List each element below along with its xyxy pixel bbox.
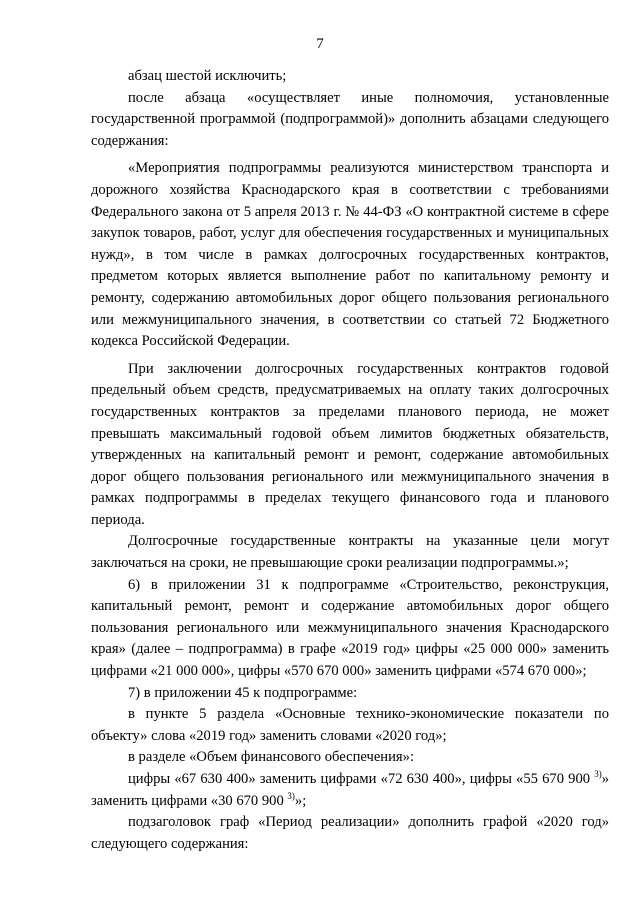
paragraph-appendix-45: 7) в приложении 45 к подпрограмме: <box>128 684 358 701</box>
page-number: 7 <box>316 36 324 52</box>
paragraph-section-5: в пункте 5 раздела «Основные технико-экономические показатели по объекту» слова «2019 год» заменить словами «2020 год»; <box>91 706 609 744</box>
footnote-mark-1: 3) <box>594 769 602 780</box>
paragraph-delete-sixth: абзац шестой исключить; <box>128 68 287 84</box>
paragraph-measures: «Мероприятия подпрограммы реализуются министерством транспорта и дорожного хозяйства Краснодарского края в соответствии с требованиями Федерального закона от 5 апреля 2013 г. № 44-ФЗ «О контрактной системе в сфере закупок товаров, работ, услуг для обеспечения государственных и муниципальных нужд», в том числе в рамках долгосрочных государственных контрактов, предметом которых является выполнение работ по капитальному ремонту и ремонту, содержанию автомобильных дорог общего пользования регионального или межмуниципального значения, в соответствии со статьей 72 Бюджетного кодекса Российской Федерации. <box>91 160 609 350</box>
figures-text-3: »; <box>294 792 307 809</box>
figures-text-1: цифры «67 630 400» заменить цифрами «72 630 400», цифры «55 670 900 <box>128 771 595 787</box>
paragraph-contract-terms: Долгосрочные государственные контракты на указанные цели могут заключаться на сроки, не превышающие сроки реализации подпрограммы.»; <box>91 533 609 572</box>
paragraph-figures-replace <box>91 769 609 812</box>
figures-text-2: » заменить цифрами «30 670 900 <box>91 771 609 809</box>
document-body <box>91 66 609 855</box>
paragraph-subheading-period: подзаголовок граф «Период реализации» дополнить графой «2020 год» следующего содержания: <box>91 814 609 852</box>
paragraph-financing-section: в разделе «Объем финансового обеспечения»: <box>128 749 414 766</box>
paragraph-add-after: после абзаца «осуществляет иные полномочия, установленные государственной программой (подпрограммой)» дополнить абзацами следующего содержания: <box>91 89 609 149</box>
paragraph-contract-limits: При заключении долгосрочных государственных контрактов годовой предельный объем средств, предусматриваемых на оплату таких долгосрочных государственных контрактов за пределами планового периода, не может превышать максимальный годовой объем лимитов бюджетных обязательств, утвержденных на капитальный ремонт и ремонт, содержание автомобильных дорог общего пользования регионального или межмуниципального значения в рамках подпрограммы в пределах текущего финансового года и планового периода. <box>91 360 609 528</box>
footnote-mark-2: 3) <box>287 790 295 801</box>
paragraph-appendix-31: 6) в приложении 31 к подпрограмме «Строительство, реконструкция, капитальный ремонт, ремонт и содержание автомобильных дорог общего пользования регионального или межмуниципального значения Краснодарского края» (далее – подпрограмма) в графе «2019 год» цифры «25 000 000» заменить цифрами «21 000 000», цифры «570 670 000» заменить цифрами «574 670 000»; <box>91 576 609 680</box>
